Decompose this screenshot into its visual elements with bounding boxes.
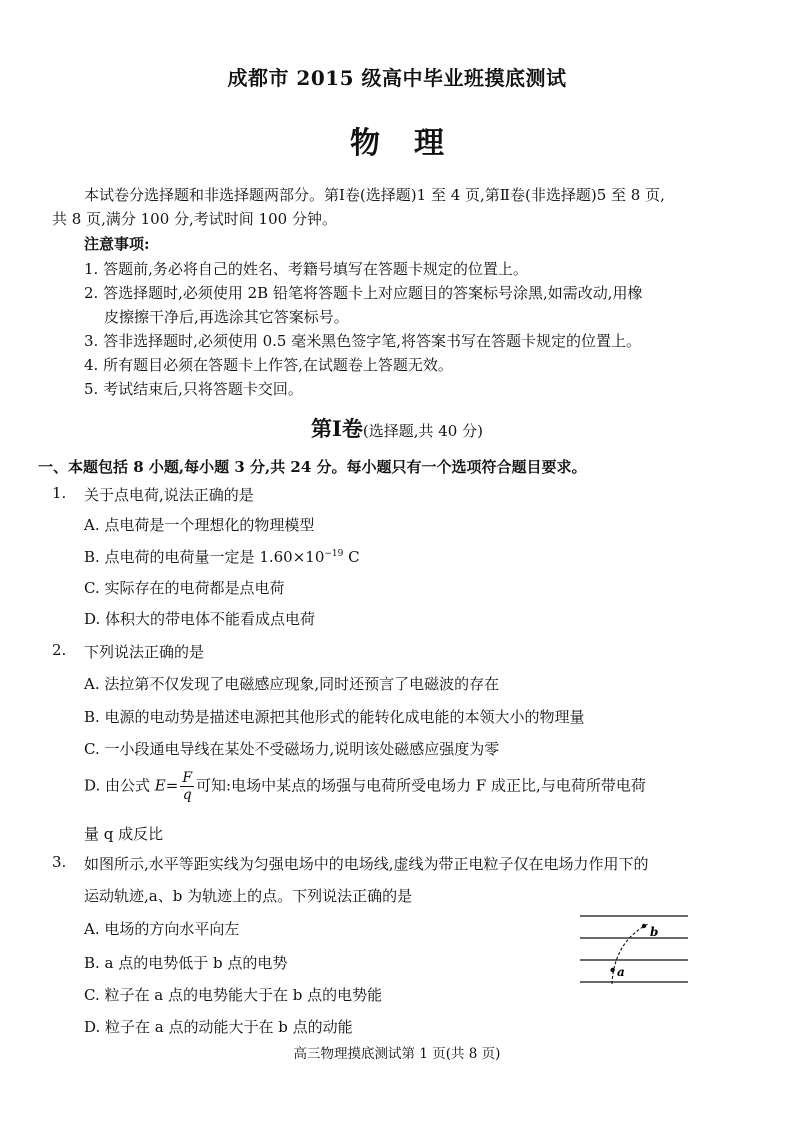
formula-variable-e: E xyxy=(154,776,166,795)
fraction-numerator: F xyxy=(182,770,193,786)
intro-line-1: 本试卷分选择题和非选择题两部分。第Ⅰ卷(选择题)1 至 4 页,第Ⅱ卷(非选择题)5 至 8 页, xyxy=(84,186,665,204)
q3-stem-line-1: 如图所示,水平等距实线为匀强电场中的电场线,虚线为带正电粒子仅在电场力作用下的 xyxy=(84,855,649,873)
point-b-dot xyxy=(642,924,646,928)
q3-option-b: B. a 点的电势低于 b 点的电势 xyxy=(84,954,288,972)
note-3: 3. 答非选择题时,必须使用 0.5 毫米黑色签字笔,将答案书写在答题卡规定的位置上。 xyxy=(84,332,642,350)
intro-line-2: 共 8 页,满分 100 分,考试时间 100 分钟。 xyxy=(52,210,337,228)
q1-option-b-text: B. 点电荷的电荷量一定是 1.60×10 xyxy=(84,548,325,566)
section-subtitle: (选择题,共 40 分) xyxy=(362,422,483,440)
q2-option-b: B. 电源的电动势是描述电源把其他形式的能转化成电能的本领大小的物理量 xyxy=(84,708,585,726)
q1-stem: 关于点电荷,说法正确的是 xyxy=(84,486,254,504)
notes-heading: 注意事项: xyxy=(84,235,150,253)
section-heading xyxy=(0,413,794,443)
subject-title: 物理 xyxy=(350,126,478,161)
q2-stem: 下列说法正确的是 xyxy=(84,643,205,661)
part1-instruction: 一、本题包括 8 小题,每小题 3 分,共 24 分。每小题只有一个选项符合题目要求。 xyxy=(38,458,587,476)
q2-option-a: A. 法拉第不仅发现了电磁感应现象,同时还预言了电磁波的存在 xyxy=(84,675,500,693)
note-5: 5. 考试结束后,只将答题卡交回。 xyxy=(84,380,303,398)
note-2: 2. 答选择题时,必须使用 2B 铅笔将答题卡上对应题目的答案标号涂黑,如需改动,用橡 xyxy=(84,284,643,302)
q2-number: 2. xyxy=(52,641,67,659)
formula-equals: = xyxy=(165,776,179,795)
page-footer: 高三物理摸底测试第 1 页(共 8 页) xyxy=(293,1046,501,1062)
q1-option-d: D. 体积大的带电体不能看成点电荷 xyxy=(84,610,316,628)
formula-fraction xyxy=(180,770,194,803)
note-4: 4. 所有题目必须在答题卡上作答,在试题卷上答题无效。 xyxy=(84,356,453,374)
q3-option-c: C. 粒子在 a 点的电势能大于在 b 点的电势能 xyxy=(84,986,383,1004)
q2-option-d xyxy=(84,770,646,803)
q1-option-b-exponent: −19 xyxy=(324,549,344,559)
q1-option-c: C. 实际存在的电荷都是点电荷 xyxy=(84,579,285,597)
q2-option-c: C. 一小段通电导线在某处不受磁场力,说明该处磁感应强度为零 xyxy=(84,740,500,758)
note-2-continued: 皮擦擦干净后,再选涂其它答案标号。 xyxy=(104,308,349,326)
point-a-dot xyxy=(610,968,614,972)
q1-number: 1. xyxy=(52,484,67,502)
q3-option-d: D. 粒子在 a 点的动能大于在 b 点的动能 xyxy=(84,1018,353,1036)
point-a-label: a xyxy=(617,965,625,979)
point-b-label: b xyxy=(650,925,659,939)
section-title: 第Ⅰ卷 xyxy=(311,416,363,441)
q3-option-a: A. 电场的方向水平向左 xyxy=(84,920,240,938)
q2-option-d-text: 可知:电场中某点的场强与电荷所受电场力 F 成正比,与电荷所带电荷 xyxy=(196,776,646,795)
fraction-denominator: q xyxy=(182,787,192,803)
exam-title: 成都市 2015 级高中毕业班摸底测试 xyxy=(227,66,567,90)
q3-number: 3. xyxy=(52,853,67,871)
q1-option-b xyxy=(84,546,360,567)
q1-option-a: A. 点电荷是一个理想化的物理模型 xyxy=(84,516,315,534)
q2-option-d-continued: 量 q 成反比 xyxy=(84,825,164,843)
q2-option-d-prefix: D. 由公式 xyxy=(84,776,155,795)
note-1: 1. 答题前,务必将自己的姓名、考籍号填写在答题卡规定的位置上。 xyxy=(84,260,528,278)
electric-field-diagram xyxy=(578,908,690,988)
q1-option-b-unit: C xyxy=(343,548,360,566)
q3-stem-line-2: 运动轨迹,a、b 为轨迹上的点。下列说法正确的是 xyxy=(84,887,413,905)
